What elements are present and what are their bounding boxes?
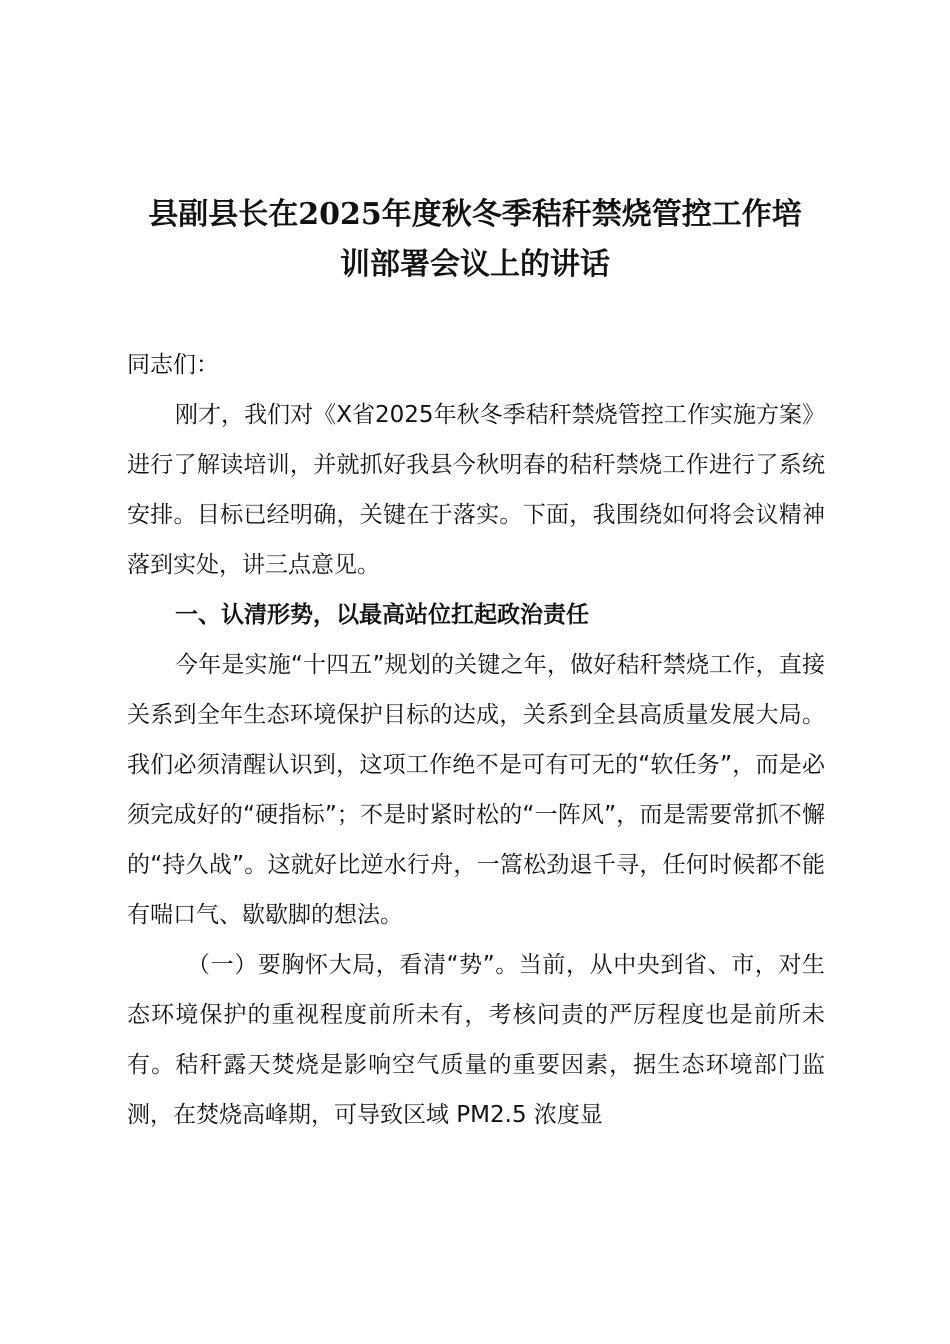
section-heading-1: 一、认清形势，以最高站位扛起政治责任 [175,602,589,628]
document-body [127,340,825,1140]
title-line-1: 县副县长在2025年度秋冬季秸秆禁烧管控工作培 [148,197,802,232]
paragraph-subpoint-1: （一）要胸怀大局，看清“势”。当前，从中央到省、市，对生态环境保护的重视程度前所未有，考核问责的严厉程度也是前所未有。秸秆露天焚烧是影响空气质量的重要因素，据生态环境部门监测，在焚烧高峰期，可导致区域 PM2.5 浓度显 [127,952,825,1128]
paragraph-situation: 今年是实施“十四五”规划的关键之年，做好秸秆禁烧工作，直接关系到全年生态环境保护目标的达成，关系到全县高质量发展大局。我们必须清醒认识到，这项工作绝不是可有可无的“软任务”，而是必须完成好的“硬指标”；不是时紧时松的“一阵风”，而是需要常抓不懈的“持久战”。这就好比逆水行舟，一篙松劲退千寻，任何时候都不能有喘口气、歇歇脚的想法。 [127,652,825,928]
paragraph-intro: 刚才，我们对《X省2025年秋冬季秸秆禁烧管控工作实施方案》进行了解读培训，并就抓好我县今秋明春的秸秆禁烧工作进行了系统安排。目标已经明确，关键在于落实。下面，我围绕如何将会议精神落到实处，讲三点意见。 [127,402,825,578]
salutation: 同志们： [127,352,219,378]
title-line-2: 训部署会议上的讲话 [340,247,610,282]
document-title [110,190,840,290]
